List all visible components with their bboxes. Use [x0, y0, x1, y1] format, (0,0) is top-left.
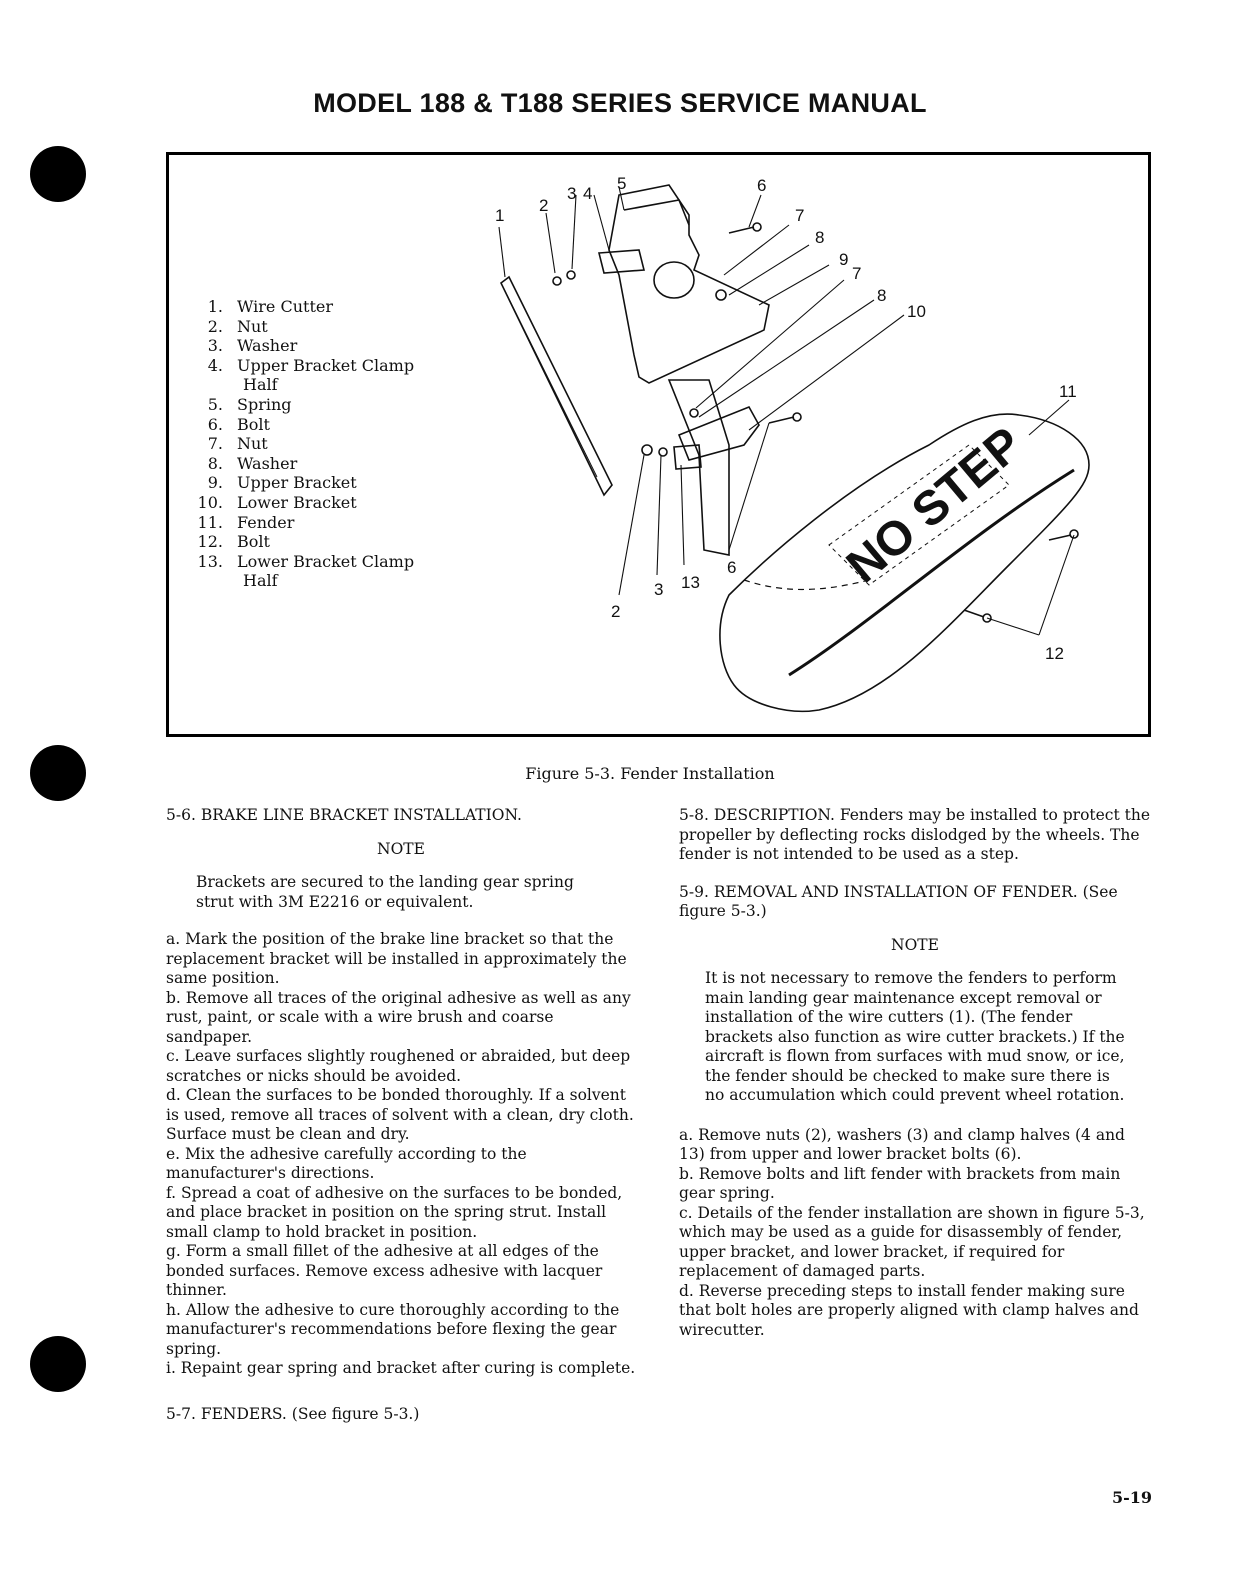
- legend-number: 7.: [207, 434, 223, 454]
- legend-number: 12.: [197, 532, 223, 552]
- figure-legend: [195, 297, 414, 591]
- step-item: e. Mix the adhesive carefully according to the manufacturer's directions.: [166, 1144, 527, 1182]
- left-column: [166, 806, 636, 1424]
- legend-number: 3.: [207, 336, 223, 356]
- legend-item: [195, 513, 414, 533]
- legend-label: Spring: [237, 394, 292, 414]
- section-heading-5-9: 5-9. REMOVAL AND INSTALLATION OF FENDER. (See figure 5-3.): [679, 882, 1118, 920]
- legend-label: Upper Bracket Clamp: [237, 355, 415, 375]
- legend-item: [195, 356, 414, 376]
- callout-number: 6: [727, 558, 737, 577]
- step-list: [679, 1126, 1151, 1341]
- callout-number: 2: [539, 196, 549, 215]
- callout-number: 12: [1045, 644, 1064, 663]
- note-heading: NOTE: [891, 935, 939, 954]
- step-item: g. Form a small fillet of the adhesive at all edges of the bonded surfaces. Remove excess adhesive with lacquer thinner.: [166, 1242, 603, 1299]
- legend-number: 9.: [207, 473, 223, 493]
- fender-no-step-label: NO STEP: [837, 417, 1033, 594]
- legend-label: Wire Cutter: [237, 297, 334, 316]
- callout-number: 11: [1059, 382, 1077, 401]
- legend-number: 4.: [207, 355, 223, 375]
- callout-number: 9: [839, 250, 849, 269]
- section-heading-5-6: 5-6. BRAKE LINE BRACKET INSTALLATION.: [166, 806, 522, 824]
- figure-caption: Figure 5-3. Fender Installation: [525, 764, 775, 783]
- figure-frame: [166, 152, 1151, 737]
- callout-number: 4: [583, 184, 593, 203]
- step-item: c. Leave surfaces slightly roughened or abraided, but deep scratches or nicks should be avoided.: [166, 1047, 631, 1085]
- callout-number: 3: [654, 580, 664, 599]
- legend-item: [195, 434, 414, 454]
- section-heading-5-7: 5-7. FENDERS. (See figure 5-3.): [166, 1404, 420, 1423]
- callout-number: 7: [795, 206, 805, 225]
- legend-item: [195, 395, 414, 415]
- page-title: MODEL 188 & T188 SERIES SERVICE MANUAL: [313, 88, 927, 118]
- legend-label-continuation: Half: [243, 375, 278, 395]
- upper-bracket-drawing: [609, 185, 769, 383]
- binder-hole-bottom: [30, 1336, 86, 1392]
- legend-label: Fender: [237, 512, 295, 532]
- legend-number: 5.: [207, 394, 223, 414]
- description-paragraph: 5-8. DESCRIPTION. Fenders may be installed to protect the propeller by deflecting rocks dislodged by the wheels. The fender is not intended to be used as a step.: [679, 806, 1151, 863]
- legend-number: 1.: [207, 297, 223, 316]
- page-number: 5-19: [1111, 1488, 1152, 1507]
- callout-number: 2: [611, 602, 621, 621]
- legend-item: [195, 317, 414, 337]
- callout-number: 5: [617, 174, 627, 193]
- step-item: a. Remove nuts (2), washers (3) and clamp halves (4 and 13) from upper and lower bracket bolts (6).: [679, 1125, 1125, 1163]
- right-column: [679, 806, 1151, 1340]
- callout-number: 3: [567, 184, 577, 203]
- legend-label: Lower Bracket Clamp: [237, 551, 415, 571]
- note-text: Brackets are secured to the landing gear spring strut with 3M E2216 or equivalent.: [196, 873, 574, 911]
- step-item: f. Spread a coat of adhesive on the surfaces to be bonded, and place bracket in position on the spring strut. Install small clamp to hold bracket in position.: [166, 1183, 623, 1241]
- step-item: c. Details of the fender installation are shown in figure 5-3, which may be used as a guide for disassembly of fender, upper bracket, and lower bracket, if required for replacement of damaged parts.: [679, 1203, 1145, 1280]
- step-item: d. Reverse preceding steps to install fender making sure that bolt holes are properly aligned with clamp halves and wirecutter.: [679, 1281, 1139, 1339]
- legend-number: 11.: [197, 512, 223, 532]
- note-text: It is not necessary to remove the fenders to perform main landing gear maintenance except removal or installation of the wire cutters (1). (The fender brackets also function as wire cutter brackets.) If the aircraft is flown from surfaces with mud snow, or ice, the fender should be checked to make sure there is no accumulation which could prevent wheel rotation.: [705, 969, 1125, 1104]
- legend-item: [195, 473, 414, 493]
- legend-label: Bolt: [237, 414, 270, 434]
- legend-item: [195, 454, 414, 474]
- step-item: a. Mark the position of the brake line bracket so that the replacement bracket will be installed in approximately the same position.: [166, 930, 627, 987]
- legend-item: [195, 297, 414, 317]
- callout-number: 8: [815, 228, 825, 247]
- callout-number: 7: [852, 264, 862, 283]
- legend-item: [195, 532, 414, 552]
- legend-item: [195, 415, 414, 435]
- legend-label: Lower Bracket: [237, 492, 357, 512]
- legend-label-continuation: Half: [243, 571, 278, 591]
- legend-number: 10.: [197, 492, 223, 512]
- legend-item: [195, 552, 414, 572]
- legend-label: Nut: [237, 434, 268, 454]
- callout-number: 6: [757, 176, 767, 195]
- callout-number: 10: [907, 302, 926, 321]
- step-item: i. Repaint gear spring and bracket after curing is complete.: [166, 1359, 636, 1377]
- wire-cutter-drawing: [501, 277, 612, 495]
- step-item: d. Clean the surfaces to be bonded thoroughly. If a solvent is used, remove all traces of solvent with a clean, dry cloth. Surface must be clean and dry.: [166, 1086, 634, 1143]
- callout-number: 8: [877, 286, 887, 305]
- legend-label: Washer: [237, 336, 298, 356]
- legend-label: Washer: [237, 453, 298, 473]
- step-item: b. Remove all traces of the original adhesive as well as any rust, paint, or scale with a wire brush and coarse sandpaper.: [166, 988, 631, 1046]
- legend-item: [195, 493, 414, 513]
- callout-number: 13: [681, 573, 700, 592]
- step-list: [166, 930, 636, 1379]
- legend-label: Nut: [237, 316, 268, 336]
- binder-hole-top: [30, 146, 86, 202]
- callout-number: 1: [495, 206, 505, 225]
- legend-label: Upper Bracket: [237, 473, 357, 493]
- legend-number: 13.: [197, 551, 223, 571]
- legend-number: 2.: [207, 316, 223, 336]
- step-item: b. Remove bolts and lift fender with brackets from main gear spring.: [679, 1164, 1121, 1202]
- legend-item: [195, 336, 414, 356]
- legend-label: Bolt: [237, 532, 270, 552]
- legend-number: 8.: [207, 453, 223, 473]
- legend-number: 6.: [207, 414, 223, 434]
- step-item: h. Allow the adhesive to cure thoroughly according to the manufacturer's recommendations before flexing the gear spring.: [166, 1300, 620, 1358]
- note-heading: NOTE: [377, 839, 425, 858]
